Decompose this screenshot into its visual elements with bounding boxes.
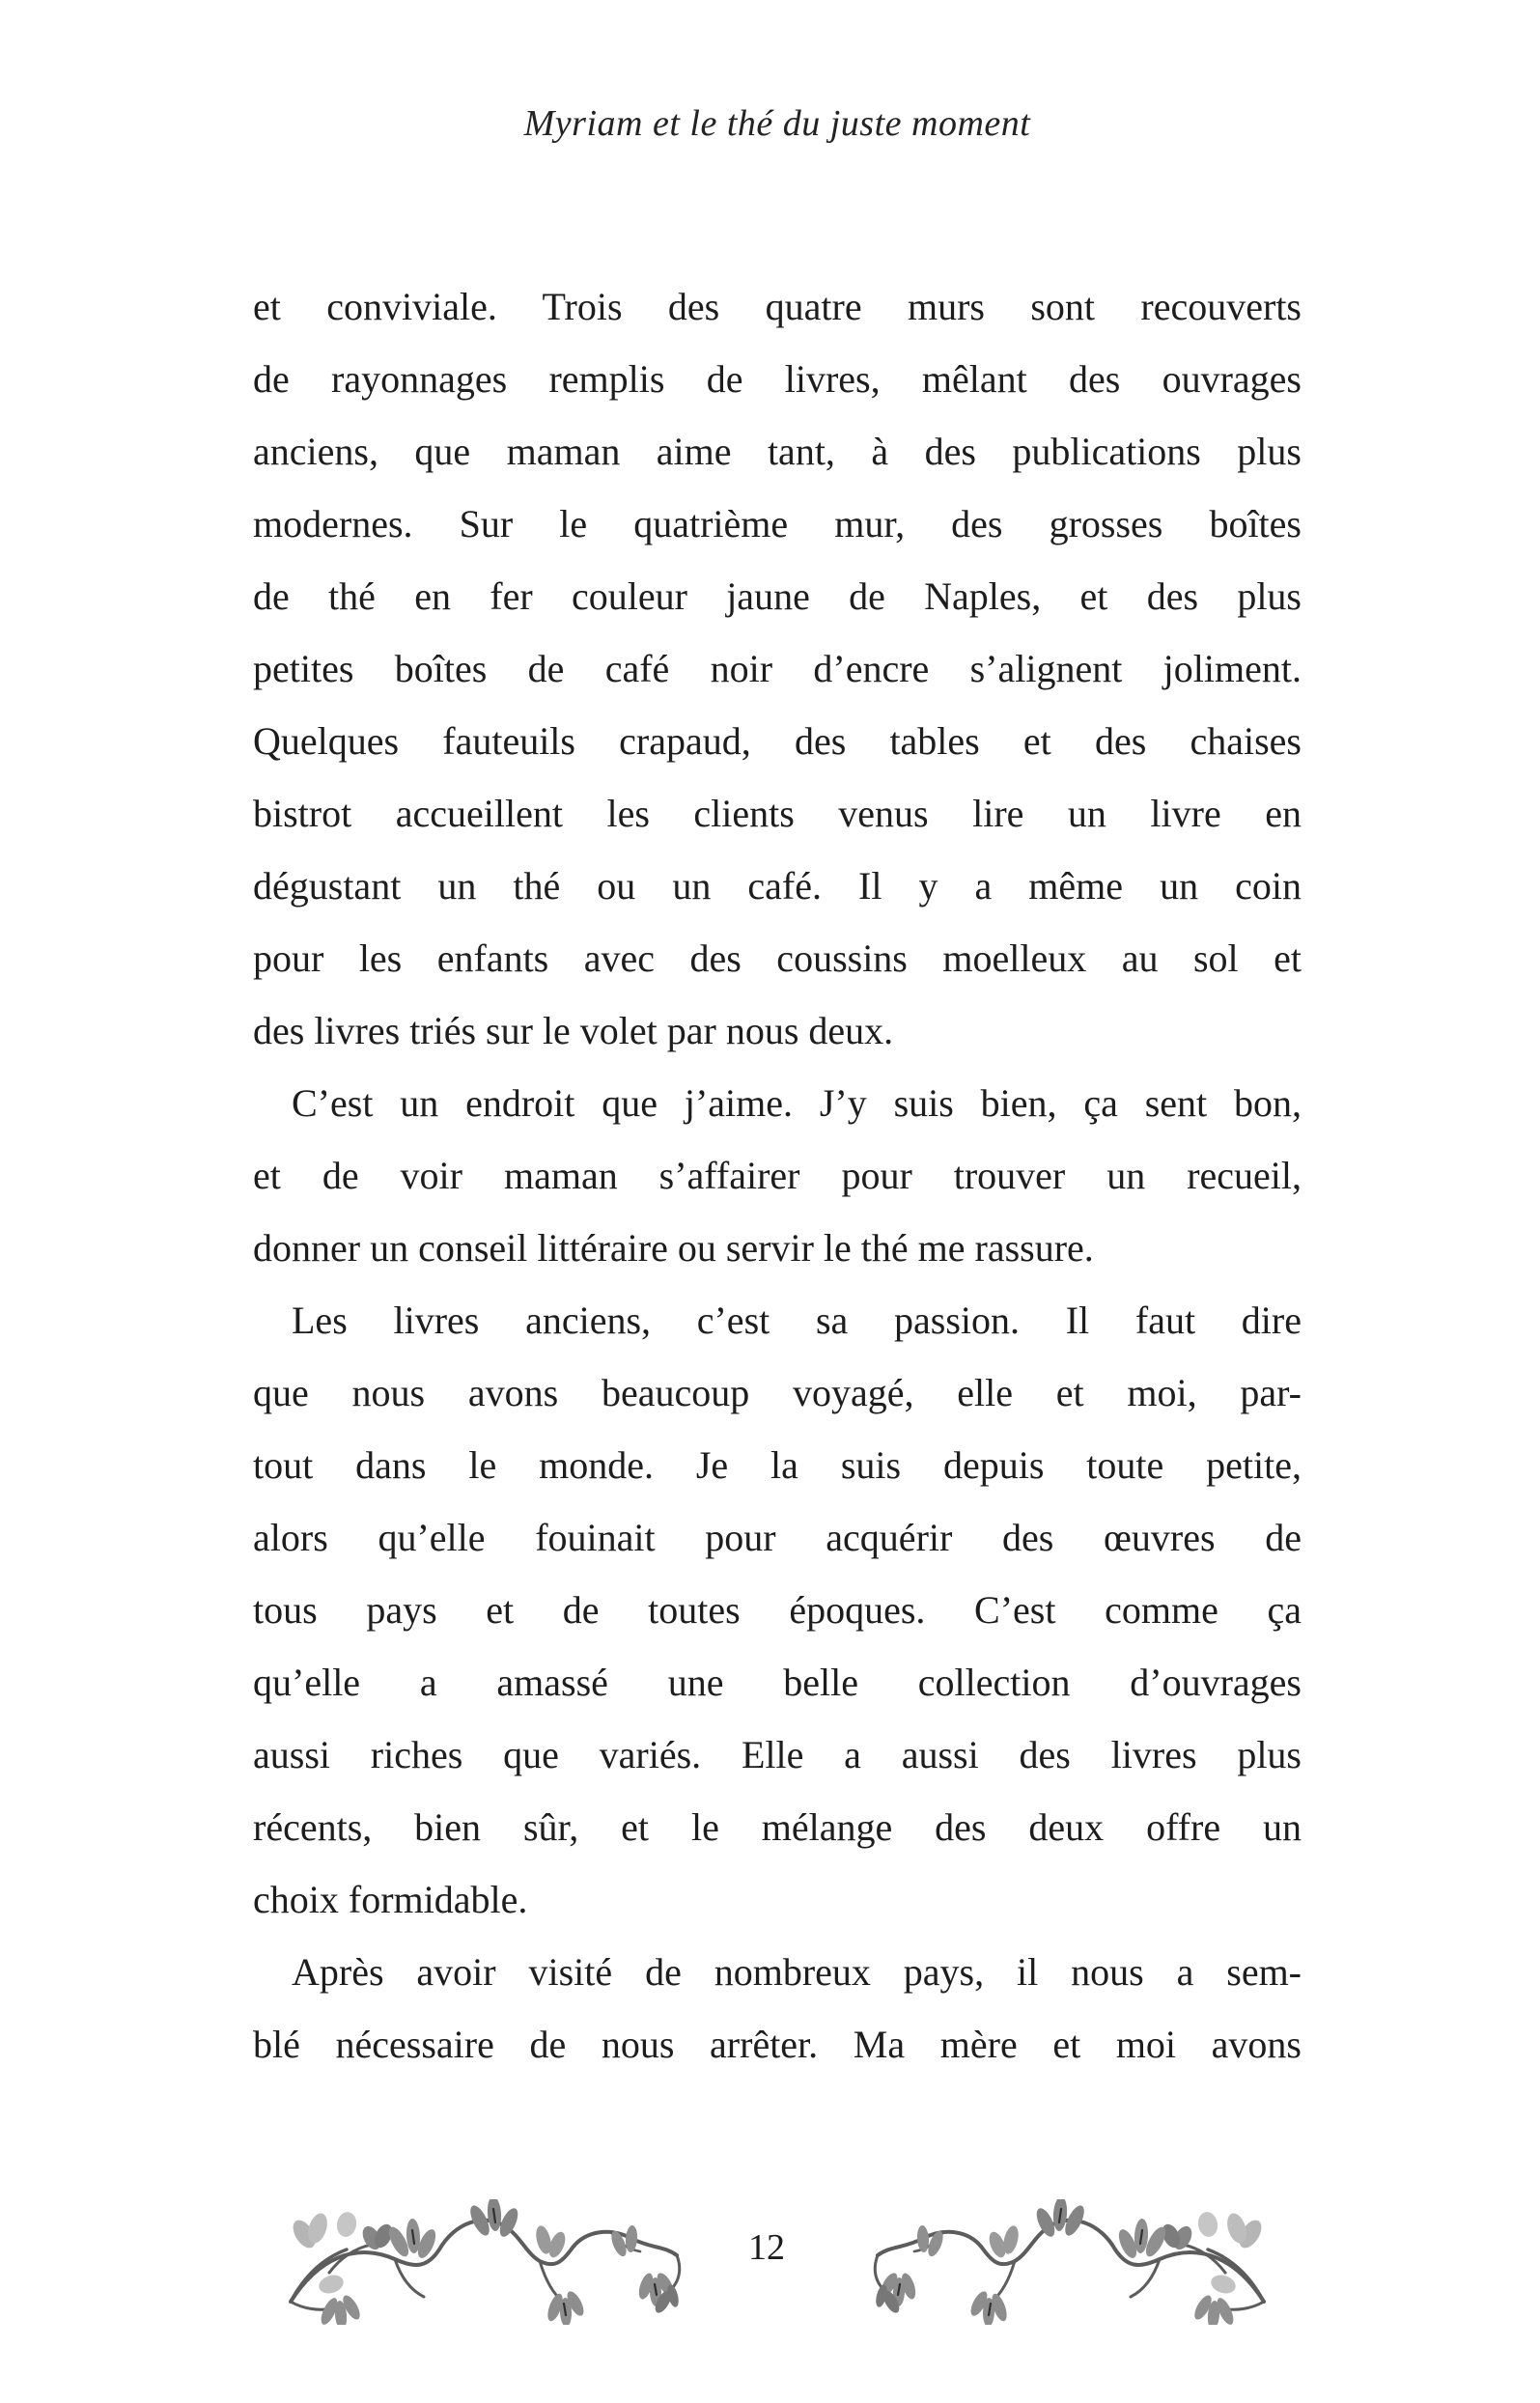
text-line: de thé en fer couleur jaune de Naples, et des plus (253, 574, 1302, 618)
page-footer (0, 2199, 1540, 2334)
text-line: Quelques fauteuils crapaud, des tables et des chaises (253, 719, 1302, 763)
page-number: 12 (748, 2227, 785, 2268)
text-line: récents, bien sûr, et le mélange des deux offre un (253, 1805, 1302, 1849)
body-text (253, 270, 1302, 2081)
text-line: alors qu’elle fouinait pour acquérir des œuvres de (253, 1516, 1302, 1559)
text-line: tout dans le monde. Je la suis depuis toute petite, (253, 1443, 1302, 1487)
text-line: C’est un endroit que j’aime. J’y suis bien, ça sent bon, (292, 1081, 1302, 1125)
text-line: tous pays et de toutes époques. C’est comme ça (253, 1588, 1302, 1632)
text-line: modernes. Sur le quatrième mur, des grosses boîtes (253, 502, 1302, 545)
text-line: et de voir maman s’affairer pour trouver un recueil, (253, 1154, 1302, 1197)
text-line: et conviviale. Trois des quatre murs sont recouverts (253, 285, 1302, 328)
text-line: aussi riches que variés. Elle a aussi des livres plus (253, 1733, 1302, 1776)
text-line: Après avoir visité de nombreux pays, il nous a sem- (292, 1950, 1302, 1994)
text-line: dégustant un thé ou un café. Il y a même un coin (253, 864, 1302, 908)
floral-vine-icon (867, 2199, 1284, 2325)
text-line: choix formidable. (253, 1878, 528, 1921)
text-line: des livres triés sur le volet par nous deux. (253, 1009, 894, 1052)
text-line: Les livres anciens, c’est sa passion. Il faut dire (292, 1299, 1302, 1342)
text-line: petites boîtes de café noir d’encre s’alignent joliment. (253, 647, 1302, 690)
text-line: donner un conseil littéraire ou servir le thé me rassure. (253, 1226, 1094, 1270)
text-line: que nous avons beaucoup voyagé, elle et moi, par- (253, 1371, 1302, 1414)
text-line: de rayonnages remplis de livres, mêlant des ouvrages (253, 357, 1302, 401)
text-line: qu’elle a amassé une belle collection d’ouvrages (253, 1661, 1302, 1704)
text-line: blé nécessaire de nous arrêter. Ma mère et moi avons (253, 2023, 1302, 2066)
text-line: pour les enfants avec des coussins moelleux au sol et (253, 936, 1302, 980)
text-line: anciens, que maman aime tant, à des publications plus (253, 430, 1302, 473)
running-header: Myriam et le thé du juste moment (523, 103, 1031, 144)
text-line: bistrot accueillent les clients venus lire un livre en (253, 792, 1302, 835)
floral-vine-icon (270, 2199, 687, 2325)
